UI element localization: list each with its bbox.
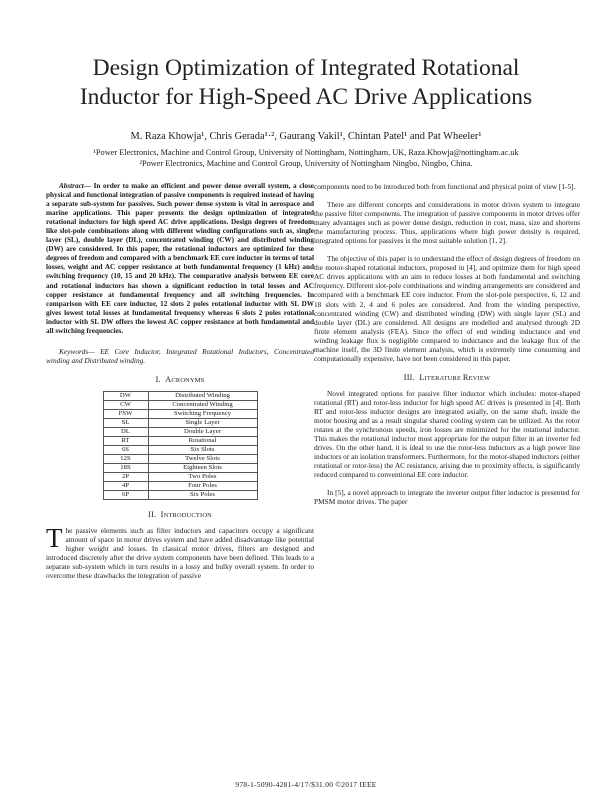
acronyms-table	[103, 391, 258, 500]
abstract-body: In order to make an efficient and power dense overall system, a close physical and functional integration of passive components is required instead of having a separate sub-system for passives. Such power dense system is vital in aerospace and marine applications. This paper presents the design optimization of integrated rotational inductors for high speed AC drive applications. Design degrees of freedom like slot-pole combinations along with different winding configurations such as, single layer (SL), double layer (DL), concentrated winding (CW) and distributed winding (DW) are considered. In this paper, the rotational inductors are optimized for these degrees of freedom and compared with a benchmark EE core inductor in terms of total losses, weight and AC copper resistance at both fundamental frequency (1 kHz) and switching frequency (10, 15 and 20 kHz). The comparative analysis between EE core and rotational inductors has shown a significant reduction in total losses and AC copper resistance at fundamental frequency and all switching frequencies. In comparison with EE core inductor, 12 slots 2 poles rotational inductor with SL DW gives lowest total losses at fundamental frequency whereas 6 slots 2 poles rotational inductor with SL DW offers the lowest AC copper resistance at both fundamental and all switching frequencies.	[46, 182, 314, 335]
section-initial: A	[165, 374, 172, 384]
section-rest: NTRODUCTION	[163, 511, 212, 519]
acronym-abbr: DW	[103, 391, 148, 400]
acronym-abbr: 18S	[103, 463, 148, 472]
paragraph-continued: components need to be introduced both from functional and physical point of view [1-5].	[314, 182, 576, 191]
section-rest: ITERATURE	[424, 374, 463, 382]
acronym-full: Rotational	[148, 436, 257, 445]
title-line-1: Design Optimization of Integrated Rotational	[92, 55, 520, 81]
acronym-row	[103, 427, 257, 436]
acronym-abbr: SL	[103, 418, 148, 427]
section-number: I.	[155, 374, 161, 384]
acronym-full: Twelve Slots	[148, 454, 257, 463]
acronym-abbr: RT	[103, 436, 148, 445]
acronym-abbr: 6S	[103, 445, 148, 454]
acronym-full: Concentrated Winding	[148, 400, 257, 409]
section-initial: I	[160, 509, 164, 519]
acronym-row	[103, 400, 257, 409]
acronym-full: Double Layer	[148, 427, 257, 436]
acronym-row	[103, 409, 257, 418]
acronym-row	[103, 472, 257, 481]
section-number: III.	[403, 372, 415, 382]
acronym-row	[103, 418, 257, 427]
acronym-abbr: DL	[103, 427, 148, 436]
keywords: Keywords— EE Core Inductor, Integrated Rotational Inductors, Concentrated winding and Distributed winding.	[46, 346, 314, 365]
acronym-row	[103, 454, 257, 463]
section-heading-introduction	[46, 510, 314, 520]
section-initial: L	[419, 372, 425, 382]
introduction-text: he passive elements such as filter inductors and capacitors occupy a significant amount of space in motor drives system and have added disadvantage like potential higher weight and losses. In classical motor drives, filters are designed and introduced discretely after the drive system components have been defined. This leads to a separate sub-system which in turn results in a lossy and bulky overall system. In order to overcome these drawbacks the integration of passive	[46, 525, 314, 581]
acronym-abbr: CW	[103, 400, 148, 409]
acronym-row	[103, 436, 257, 445]
section-heading-acronyms	[46, 375, 314, 385]
affiliation-2: ²Power Electronics, Machine and Control Group, University of Nottingham Ningbo, Ningbo, China.	[139, 159, 473, 168]
acronym-full: Single Layer	[148, 418, 257, 427]
left-column	[46, 182, 314, 580]
abstract	[46, 182, 314, 336]
author-list: M. Raza Khowja¹, Chris Gerada¹·², Gaurang Vakil¹, Chintan Patel¹ and Pat Wheeler¹	[130, 131, 482, 142]
acronym-full: Six Slots	[148, 445, 257, 454]
acronym-full: Switching Frequency	[148, 409, 257, 418]
drop-cap: T	[46, 522, 63, 553]
section-rest-2: EVIEW	[468, 374, 491, 382]
abstract-lead: Abstract—	[59, 182, 91, 190]
title-line-2: Inductor for High-Speed AC Drive Applications	[79, 84, 533, 110]
acronym-full: Distributed Winding	[148, 391, 257, 400]
right-column	[314, 182, 580, 506]
acronym-abbr: 4P	[103, 481, 148, 490]
introduction-paragraph	[46, 522, 314, 581]
paragraph-integration: There are different concepts and considerations in motor drives system to integrate the passive filter components. The integration of passive components in motor drives offer many advantages such as power dense design, reduction in cost, mass, size and shortens the manufacturing process. Thus, applications where high power density is required, integrated options for passives is the most suitable solution [1, 2].	[314, 200, 580, 246]
acronym-abbr: 2P	[103, 472, 148, 481]
section-heading-literature-review	[314, 373, 580, 383]
acronym-row	[103, 490, 257, 499]
acronym-row	[103, 391, 257, 400]
acronym-full: Two Poles	[148, 472, 257, 481]
section-number: II.	[148, 509, 157, 519]
paper-title	[40, 54, 572, 112]
acronym-row	[103, 481, 257, 490]
affiliation-1: ¹Power Electronics, Machine and Control Group, University of Nottingham, Nottingham, UK, Raza.Khowja@nottingham.ac.uk	[93, 148, 519, 157]
acronym-abbr: 6P	[103, 490, 148, 499]
acronym-full: Six Poles	[148, 490, 257, 499]
acronym-abbr: FSW	[103, 409, 148, 418]
section-initial-2: R	[462, 372, 469, 382]
copyright-footer: 978-1-5090-4281-4/17/$31.00 ©2017 IEEE	[235, 780, 377, 789]
paragraph-literature-1: Novel integrated options for passive filter inductor which includes: motor-shaped rotational (RT) and rotor-less inductor for high speed AC drives is presented in [4]. Both RT and rotor-less inductor designs are integrated axially, on the same shaft, inside the motor housing and as a result singular shared cooling system can be utilized. As the rotor rotates at the synchronous speeds, iron losses are minimized for the rotational inductor. This makes the rotational inductor most appropriate for the output filter in an inverter fed drives. On the other hand, it is ideal to use the rotor-less inductors as a high power line inductors or an isolation transformers. Furthermore, for the motor-shaped inductors (either rotational or rotor-less) the AC resistance, arising due to proximity effects, is significantly reduced compared to conventional EE core inductor.	[314, 388, 580, 480]
acronym-full: Eighteen Slots	[148, 463, 257, 472]
acronym-abbr: 12S	[103, 454, 148, 463]
acronym-row	[103, 463, 257, 472]
section-rest: CRONYMS	[171, 376, 205, 384]
paragraph-literature-2: In [5], a novel approach to integrate the inverter output filter inductor is presented for PMSM motor drives. The paper	[314, 488, 580, 507]
paragraph-objective: The objective of this paper is to understand the effect of design degrees of freedom on the motor-shaped rotational inductors, proposed in [4], and optimize them for high speed AC drives applications with an aim to reduce losses at both fundamental and switching frequency. Different slot-pole combinations and winding arrangements are considered and compared with a benchmark EE core inductor. From the slot-pole perspective, 6, 12 and 18 slots with 2, 4 and 6 poles are considered. And from the winding perspective, concentrated winding (CW) and distributed winding (DW) with single layer (SL) and double layer (DL) are considered. All designs are modelled and analysed through 2D finite element analysis (FEA). Since the effect of end winding inductance and end winding leakage flux is negligible compared to inductance and the leakage flux of the machine itself, the 3D finite element analysis, which is extremely time consuming and computationally expensive, have not been considered in this paper.	[314, 254, 580, 363]
acronym-full: Four Poles	[148, 481, 257, 490]
acronym-row	[103, 445, 257, 454]
